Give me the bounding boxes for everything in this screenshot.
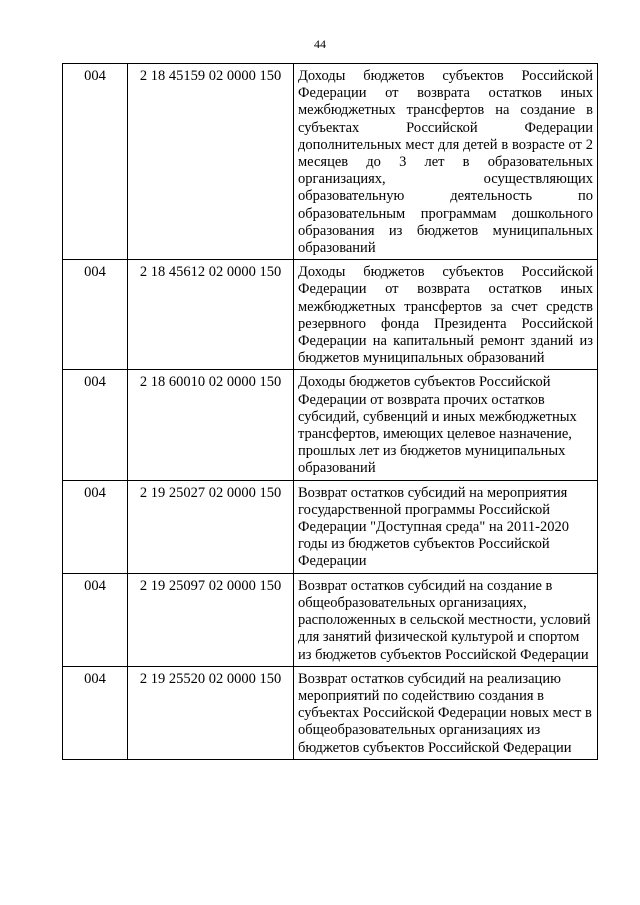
table-row — [63, 64, 598, 260]
description-cell: Доходы бюджетов субъектов Российской Федерации от возврата прочих остатков субсидий, субвенций и иных межбюджетных трансфертов, имеющих целевое назначение, прошлых лет из бюджетов муниципальных образований — [294, 370, 598, 480]
budget-code-cell: 2 18 45612 02 0000 150 — [128, 260, 294, 370]
budget-code-cell: 2 19 25520 02 0000 150 — [128, 666, 294, 759]
budget-code-cell: 2 19 25027 02 0000 150 — [128, 480, 294, 573]
table-row — [63, 666, 598, 759]
description-cell: Возврат остатков субсидий на реализацию мероприятий по содействию создания в субъектах Российской Федерации новых мест в общеобразовательных организациях из бюджетов субъектов Российской Федерации — [294, 666, 598, 759]
budget-code-cell: 2 18 60010 02 0000 150 — [128, 370, 294, 480]
admin-code-cell: 004 — [63, 666, 128, 759]
budget-classification-table — [62, 63, 598, 760]
description-cell: Доходы бюджетов субъектов Российской Федерации от возврата остатков иных межбюджетных трансфертов на создание в субъектах Российской Федерации дополнительных мест для детей в возрасте от 2 месяцев до 3 лет в образовательных организациях, осуществляющих образовательную деятельность по образовательным программам дошкольного образования из бюджетов муниципальных образований — [294, 64, 598, 260]
table-row — [63, 370, 598, 480]
table-row — [63, 260, 598, 370]
table-row — [63, 573, 598, 666]
description-cell: Доходы бюджетов субъектов Российской Федерации от возврата остатков иных межбюджетных трансфертов за счет средств резервного фонда Президента Российской Федерации на капитальный ремонт зданий из бюджетов муниципальных образований — [294, 260, 598, 370]
page-number: 44 — [314, 37, 326, 51]
admin-code-cell: 004 — [63, 260, 128, 370]
admin-code-cell: 004 — [63, 64, 128, 260]
budget-code-cell: 2 19 25097 02 0000 150 — [128, 573, 294, 666]
admin-code-cell: 004 — [63, 480, 128, 573]
admin-code-cell: 004 — [63, 370, 128, 480]
admin-code-cell: 004 — [63, 573, 128, 666]
description-cell: Возврат остатков субсидий на мероприятия государственной программы Российской Федерации "Доступная среда" на 2011-2020 годы из бюджетов субъектов Российской Федерации — [294, 480, 598, 573]
description-cell: Возврат остатков субсидий на создание в общеобразовательных организациях, расположенных в сельской местности, условий для занятий физической культурой и спортом из бюджетов субъектов Российской Федерации — [294, 573, 598, 666]
budget-code-cell: 2 18 45159 02 0000 150 — [128, 64, 294, 260]
table-row — [63, 480, 598, 573]
